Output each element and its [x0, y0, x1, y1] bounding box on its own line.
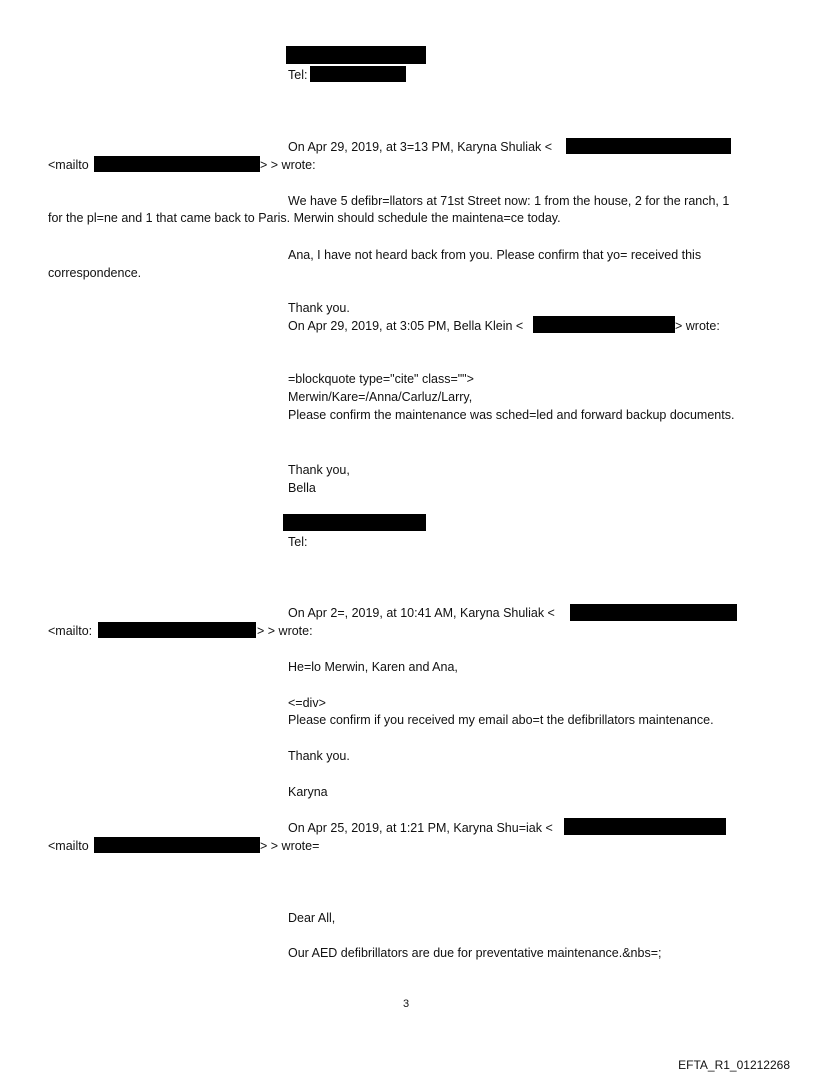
page-number: 3 [403, 998, 410, 1010]
email-header-line: On Apr 25, 2019, at 1:21 PM, Karyna Shu=iak < [288, 821, 553, 835]
body-text: <=div> [288, 696, 326, 710]
body-text: Merwin/Kare=/Anna/Carluz/Larry, [288, 390, 473, 404]
tel-label: Tel: [288, 68, 308, 82]
body-text: Thank you, [288, 463, 350, 477]
body-text: Dear All, [288, 911, 336, 925]
body-text: Karyna [288, 785, 328, 799]
body-text: We have 5 defibr=llators at 71st Street now: 1 from the house, 2 for the ranch, 1 [288, 194, 730, 208]
redaction-bar [94, 837, 260, 853]
redaction-bar [98, 622, 256, 638]
redaction-bar [564, 818, 726, 835]
email-header-line: On Apr 29, 2019, at 3:05 PM, Bella Klein < [288, 319, 524, 333]
mailto-suffix: > > wrote: [260, 158, 316, 172]
body-text: Bella [288, 481, 316, 495]
body-text: He=lo Merwin, Karen and Ana, [288, 660, 458, 674]
mailto-prefix: <mailto: [48, 624, 93, 638]
body-text: Our AED defibrillators are due for preventative maintenance.&nbs=; [288, 946, 662, 960]
body-text: for the pl=ne and 1 that came back to Paris. Merwin should schedule the maintena=ce today. [48, 211, 561, 225]
redaction-bar [570, 604, 737, 621]
mailto-prefix: <mailto [48, 839, 89, 853]
redaction-bar [310, 66, 406, 82]
redaction-bar [286, 46, 426, 64]
body-text: Thank you. [288, 749, 350, 763]
body-text: Ana, I have not heard back from you. Please confirm that yo= received this [288, 248, 702, 262]
document-id: EFTA_R1_01212268 [678, 1058, 790, 1072]
email-header-suffix: > wrote: [675, 319, 720, 333]
mailto-suffix: > > wrote= [260, 839, 320, 853]
email-header-line: On Apr 2=, 2019, at 10:41 AM, Karyna Shuliak < [288, 606, 555, 620]
email-header-line: On Apr 29, 2019, at 3=13 PM, Karyna Shuliak < [288, 140, 553, 154]
mailto-suffix: > > wrote: [257, 624, 313, 638]
mailto-prefix: <mailto [48, 158, 89, 172]
redaction-bar [283, 514, 426, 531]
body-text: =blockquote type="cite" class=""> [288, 372, 474, 386]
body-text: Thank you. [288, 301, 350, 315]
tel-label: Tel: [288, 535, 308, 549]
body-text: Please confirm the maintenance was sched=led and forward backup documents. [288, 408, 735, 422]
redaction-bar [533, 316, 675, 333]
body-text: Please confirm if you received my email abo=t the defibrillators maintenance. [288, 713, 714, 727]
body-text: correspondence. [48, 266, 142, 280]
redaction-bar [566, 138, 731, 154]
redaction-bar [94, 156, 260, 172]
